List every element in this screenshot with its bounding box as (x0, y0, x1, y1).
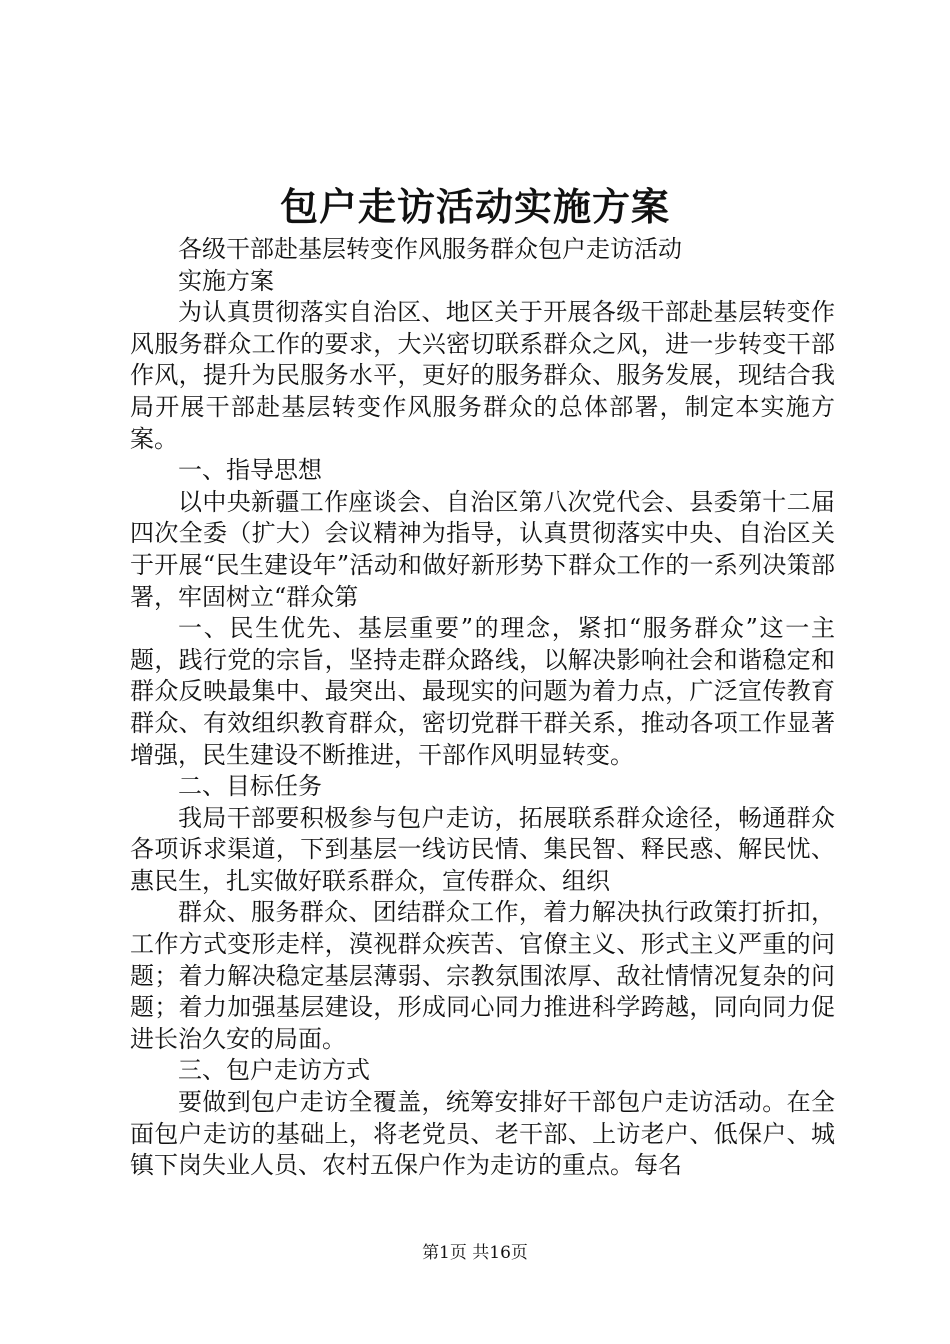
section-heading-goals: 二、目标任务 (178, 772, 322, 801)
section-heading-visit-method: 三、包户走访方式 (178, 1056, 370, 1085)
paragraph-guiding-thought-2: 一、民生优先、基层重要”的理念，紧扣“服务群众”这一主题，践行党的宗旨，坚持走群众路线，以解决影响社会和谐稳定和群众反映最集中、最突出、最现实的问题为着力点，广泛宣传教育群众、有效组织教育群众，密切党群干群关系，推动各项工作显著增强，民生建设不断推进，干部作风明显转变。 (130, 614, 835, 769)
paragraph-subtitle-2: 实施方案 (178, 266, 274, 295)
paragraph-subtitle: 各级干部赴基层转变作风服务群众包户走访活动 (178, 235, 682, 263)
page-number-footer: 第1页 共16页 (422, 1243, 528, 1263)
paragraph-goals: 我局干部要积极参与包户走访，拓展联系群众途径，畅通群众各项诉求渠道，下到基层一线访民情、集民智、释民惑、解民忧、惠民生，扎实做好联系群众，宣传群众、组织 (130, 803, 835, 895)
document-body (130, 234, 835, 1182)
paragraph-intro: 为认真贯彻落实自治区、地区关于开展各级干部赴基层转变作风服务群众工作的要求，大兴密切联系群众之风，进一步转变干部作风，提升为民服务水平，更好的服务群众、服务发展，现结合我局开展干部赴基层转变作风服务群众的总体部署，制定本实施方案。 (130, 298, 835, 453)
paragraph-guiding-thought: 以中央新疆工作座谈会、自治区第八次党代会、县委第十二届四次全委（扩大）会议精神为指导，认真贯彻落实中央、自治区关于开展“民生建设年”活动和做好新形势下群众工作的一系列决策部署，牢固树立“群众第 (130, 487, 835, 611)
section-heading-guiding-thought: 一、指导思想 (178, 456, 322, 485)
paragraph-visit-method: 要做到包户走访全覆盖，统筹安排好干部包户走访活动。在全面包户走访的基础上，将老党员、老干部、上访老户、低保户、城镇下岗失业人员、农村五保户作为走访的重点。每名 (130, 1088, 835, 1180)
document-title: 包户走访活动实施方案 (279, 184, 670, 229)
paragraph-goals-2: 群众、服务群众、团结群众工作，着力解决执行政策打折扣，工作方式变形走样，漠视群众疾苦、官僚主义、形式主义严重的问题；着力解决稳定基层薄弱、宗教氛围浓厚、敌社情情况复杂的问题；着力加强基层建设，形成同心同力推进科学跨越，同向同力促进长治久安的局面。 (130, 898, 835, 1053)
